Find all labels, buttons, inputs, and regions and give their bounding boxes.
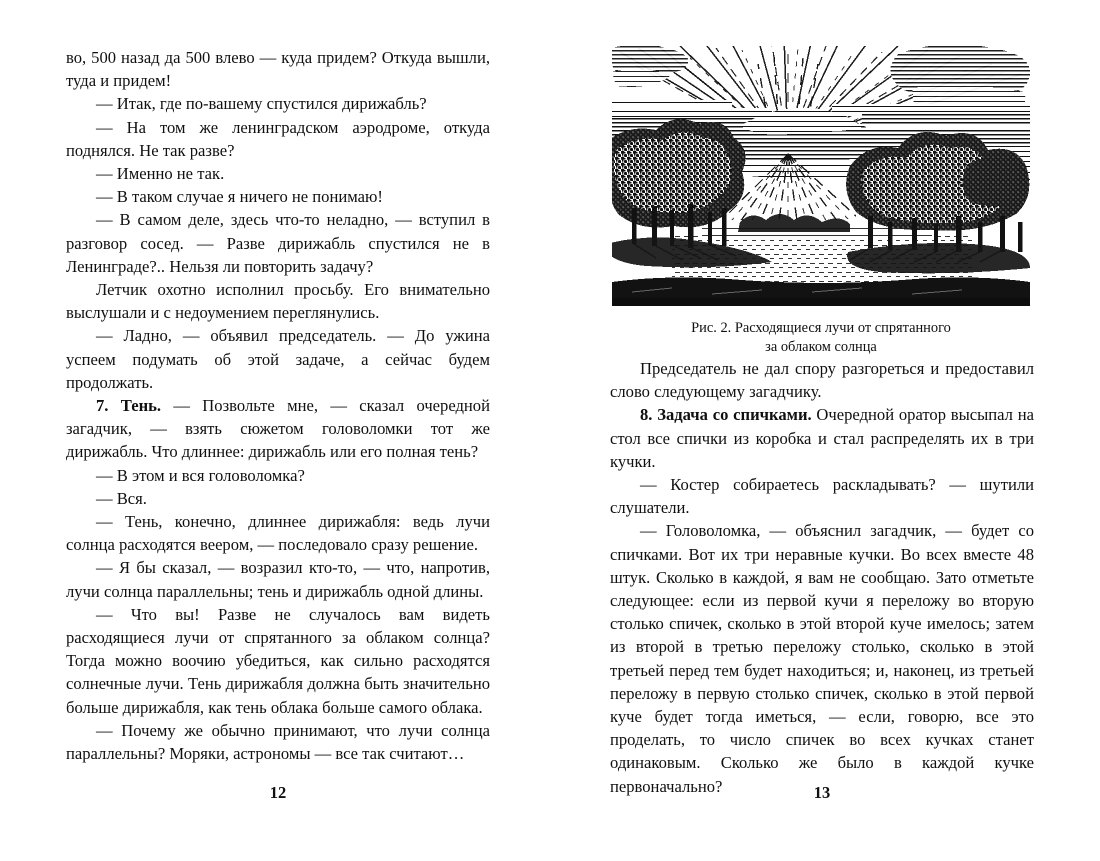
section-7-heading: 7. Тень. [96, 396, 162, 416]
section-7-paragraph [66, 394, 490, 464]
section-7-body: — Позвольте мне, — сказал очередной загадчик, — взять сюжетом головоломки тот же дирижабль. Что длиннее: дирижабль или его полная тень? [66, 396, 490, 462]
section-8-body: Очередной оратор высыпал на стол все спички из коробка и стал распределять их в три кучки. [610, 405, 1034, 471]
paragraph: — Итак, где по-вашему спустился дирижабль? [96, 94, 427, 114]
paragraph: — Я бы сказал, — возразил кто-то, — что, напротив, лучи солнца параллельны; тень и дирижабль одной длины. [66, 558, 490, 601]
paragraph: — На том же ленинградском аэродроме, откуда поднялся. Не так разве? [66, 117, 490, 160]
paragraph: — Костер собираетесь раскладывать? — шутили слушатели. [610, 475, 1034, 518]
figure-2 [612, 46, 1030, 357]
paragraph: Летчик охотно исполнил просьбу. Его внимательно выслушали и с недоумением переглянулись. [66, 280, 490, 323]
section-8-heading: 8. Задача со спичками. [640, 405, 812, 425]
paragraph: — Тень, конечно, длиннее дирижабля: ведь лучи солнца расходятся веером, — последовало сразу решение. [66, 512, 490, 555]
paragraph: — В этом и вся головоломка? [96, 465, 305, 485]
left-page-textblock [66, 46, 490, 765]
paragraph: — Именно не так. [96, 164, 225, 184]
figure-caption-line-2: за облаком солнца [765, 339, 877, 355]
paragraph: — Вся. [96, 488, 147, 508]
right-page [550, 0, 1100, 861]
paragraph: — В самом деле, здесь что-то неладно, — вступил в разговор сосед. — Разве дирижабль спустился не в Ленинграде?.. Нельзя ли повторить задачу? [66, 210, 490, 276]
paragraph: — Головоломка, — объяснил загадчик, — будет со спичками. Вот их три неравные кучки. Во всех вместе 48 штук. Сколько в каждой, я вам не сообщаю. Зато отметьте следующее: если из первой кучи я переложу во вторую столько спичек, сколько в этой второй куче имелось; затем из второй в третью переложу столько, сколько в этой третьей перед тем будет находиться; и, наконец, из третьей переложу в первую столько спичек, сколько в этой первой куче будет тогда иметься, — если, говорю, все это проделать, то число спичек во всех кучках станет одинаковым. Сколько же было в каждой кучке первоначально? [610, 521, 1034, 796]
page-number-left: 12 [269, 783, 287, 802]
paragraph: — Ладно, — объявил председатель. — До ужина успеем подумать об этой задаче, а сейчас будем продолжать. [66, 326, 490, 392]
engraving-sun-rays-icon [612, 46, 1030, 306]
figure-caption [612, 319, 1030, 357]
paragraph: — Что вы! Разве не случалось вам видеть расходящиеся лучи от спрятанного за облаком солнца? Тогда можно воочию убедиться, как сильно расходятся солнечные лучи. Тень дирижабля должна быть значительно больше дирижабля, как тень облака больше самого облака. [66, 604, 490, 717]
figure-caption-line-1: Рис. 2. Расходящиеся лучи от спрятанного [691, 320, 951, 336]
paragraph: во, 500 назад да 500 влево — куда придем? Откуда вышли, туда и придем! [66, 48, 490, 91]
paragraph: — Почему же обычно принимают, что лучи солнца параллельны? Моряки, астрономы — все так считают… [66, 720, 490, 764]
right-page-textblock [610, 357, 1034, 798]
section-8-paragraph [610, 403, 1034, 473]
paragraph: Председатель не дал спору разгореться и предоставил слово следующему загадчику. [610, 359, 1034, 402]
page-number-right: 13 [813, 783, 831, 802]
paragraph: — В таком случае я ничего не понимаю! [96, 187, 383, 207]
